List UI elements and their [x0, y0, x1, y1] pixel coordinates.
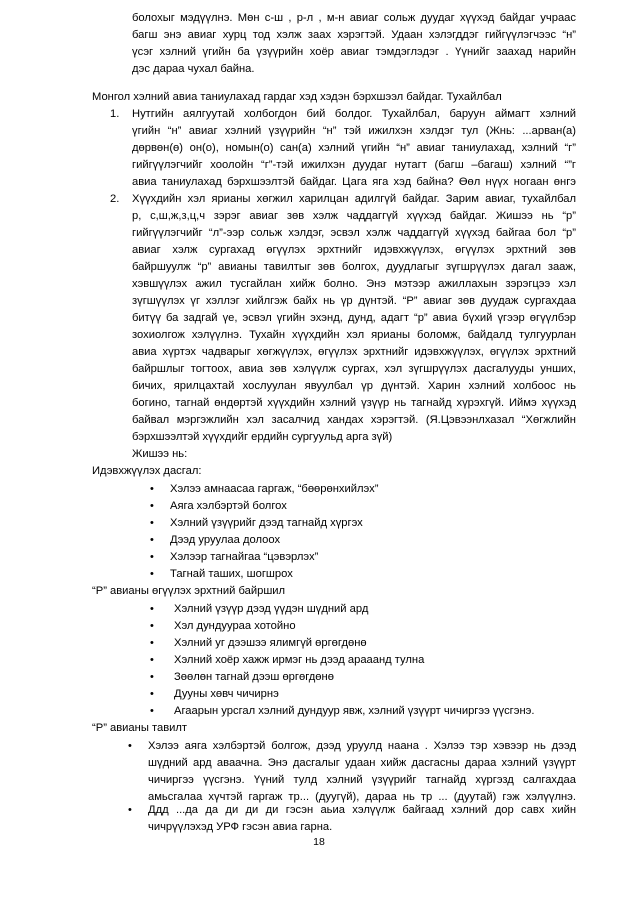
intro-line: багш энэ авиаг хурц тод хэлж заах хэрэгтэй. Удаан хэлэгддэг гийгүүлэгчээс “н”	[132, 29, 576, 41]
list-item: Хэлээ амнаасаа гаргаж, “бөөрөнхийлэх”	[170, 483, 379, 495]
section-heading: “Р” авианы өгүүлэх эрхтний байршил	[92, 585, 286, 597]
intro-line: болохыг мэдүүлнэ. Мөн с-ш , р-л , м-н авиаг сольж дуудаг хүүхэд байдаг учраас	[132, 12, 576, 24]
list-item: Тагнай таших, шогшрох	[170, 568, 293, 580]
list-item-line: дөрвөн(ө) он(о), номын(о) сан(а) хэлний үгийн “н” авиаг таниулахад, хэлний “г”	[132, 142, 576, 154]
list-item-line: Хүүхдийн хэл ярианы хөгжил харилцан адилгүй байдаг. Зарим авиаг, тухайлбал	[132, 193, 576, 205]
list-item: Хэлний уг дээшээ ялимгүй өргөгдөнө	[174, 637, 367, 649]
bullet-icon: •	[150, 551, 154, 563]
list-item-line: шүдний ард аваачна. Энэ дасгалыг удаан хийж дасгасны дараа хэлний үзүүрт	[148, 757, 576, 769]
list-item-line: байршлыг тогтоох, авиа зөв хэлүүлж сургах, хэл зүгшрүүлэх дасгалууды унших,	[132, 363, 576, 375]
list-item: Зөөлөн тагнай дээш өргөгдөнө	[174, 671, 334, 683]
list-item: Хэлний хоёр хажж ирмэг нь дээд арааанд тулна	[174, 654, 425, 666]
main-paragraph: Монгол хэлний авиа таниулахад гардаг хэд хэдэн бэрхшээл байдаг. Тухайлбал	[92, 91, 502, 103]
list-item: Агаарын урсгал хэлний дундуур явж, хэлний үзүүрт чичиргээ үүсгэнэ.	[174, 705, 535, 717]
example-label: Жишээ нь:	[132, 448, 188, 460]
bullet-icon: •	[150, 671, 154, 683]
list-item: Хэлний үзүүрийг дээд тагнайд хүргэх	[170, 517, 363, 529]
bullet-icon: •	[150, 637, 154, 649]
intro-line: үсэг хэлний үгийн ба үзүүрийн хоёр авиаг тэмдэглэдэг . Үүнийг заахад нарийн	[132, 46, 576, 58]
bullet-icon: •	[150, 534, 154, 546]
page-number: 18	[313, 836, 325, 848]
list-item-line: бичих, ярилцахтай хослуулан явуулбал үр дүнтэй. Харин хэлний холбоос нь	[132, 380, 576, 392]
list-item: Хэлний үзүүр дээд үүдэн шүдний ард	[174, 603, 369, 615]
list-item-line: зохиолгож хэлүүлнэ. Тухайн хүүхдийн хэл ярианы боломж, байдалд тулгуурлан	[132, 329, 576, 341]
bullet-icon: •	[150, 568, 154, 580]
list-item-line: үгийн “н” авиаг хэлний үзүүрийн “н” тэй ижилхэн хэлдэг тул (Жнь: ...арван(а)	[132, 125, 576, 137]
intro-line: дэс дараа чухал байна.	[132, 63, 255, 75]
list-item-line: хэвшүүлэх ажил тусгайлан хийж болно. Энэ мэтээр ажиллахын зэрэгцээ хэл	[132, 278, 576, 290]
bullet-icon: •	[150, 500, 154, 512]
list-item-line: Хэлээ аяга хэлбэртэй болгож, дээд уруулд наана . Хэлээ тэр хэвээр нь дээд	[148, 740, 576, 752]
bullet-icon: •	[128, 740, 132, 752]
list-item: Аяга хэлбэртэй болгох	[170, 500, 287, 512]
list-item-line: Нутгийн аялгуутай холбогдон бий болдог. Тухайлбал, баруун аймагт хэлний	[132, 108, 576, 120]
list-item-line: авиа таниулахад бэрхшээлтэй байдаг. Цага яга хэд байна? Өөл нүүх ногаан өнгэ	[132, 176, 576, 188]
list-item-line: гийгүүлэгчийг хоолойн “г”-тэй ижилхэн дуудаг нутагт (багш –багаш) хэлний “”г	[132, 159, 576, 171]
list-item: Хэл дундуураа хотойно	[174, 620, 296, 632]
list-item-line: байвал мэргэжлийн хэл засалчид хандах хэрэгтэй. (Я.Цэвээнлхазал “Хөгжлийн	[132, 414, 576, 426]
list-item-line: битүү ба задгай үе, эсвэл үгийн эхэнд, дунд, адагт “р” авиа бүхий үгээр өгүүлбэр	[132, 312, 576, 324]
list-item-line: байршуулж “р” авианы тавилтыг зөв болгох, дуудлагыг зүгшрүүлэх дагал зааж,	[132, 261, 576, 273]
list-item: Дээд уруулаа долоох	[170, 534, 281, 546]
list-item-line: зүгшүүлэх үг хэллэг хийлгэж байх нь үр дүнтэй. “Р” авиаг зөв дуудаж сургахдаа	[132, 295, 576, 307]
list-item-line: Ддд ...да да ди ди ди гэсэн аьиа хэлүүлж байгаад хэлний дор савх хийн	[148, 804, 576, 816]
list-item-line: р, с,ш,ж,з,ц,ч зэрэг авиаг зөв хэлж чаддаггүй хүүхэд байдаг. Жишээ нь “р”	[132, 210, 576, 222]
list-item-line: амьсгалаа хүчтэй гаргаж тр... (дуугүй), дараа нь тр ... (дуутай) гэж хэлүүлнэ.	[148, 791, 576, 803]
bullet-icon: •	[150, 688, 154, 700]
bullet-icon: •	[150, 654, 154, 666]
bullet-icon: •	[150, 603, 154, 615]
list-item-line: авиа хүртэх чадварыг хөгжүүлэх, өгүүлэх эрхтнийг идэвхжүүлэх, өгүүлэх эрхтний	[132, 346, 576, 358]
list-item-line: авиаг хэлж сургахад өгүүлэх эрхтнийг идэвхжүүлэх, өгүүлэх эрхтний зөв	[132, 244, 576, 256]
bullet-icon: •	[128, 804, 132, 816]
bullet-icon: •	[150, 620, 154, 632]
list-number: 1.	[110, 108, 120, 120]
list-item: Хэлээр тагнайгаа “цэвэрлэх”	[170, 551, 319, 563]
list-number: 2.	[110, 193, 120, 205]
bullet-icon: •	[150, 483, 154, 495]
list-item-line: чичрүүлэхэд УРФ гэсэн авиа гарна.	[148, 821, 333, 833]
list-item-line: бэрхшээлтэй хүүхдийг ердийн сургуульд арга зүй)	[132, 431, 393, 443]
list-item-line: чичиргээ үүсгэнэ. Үүний тулд хэлний үзүүрийг тагнайд хүргэзд салгахдаа	[148, 774, 576, 786]
bullet-icon: •	[150, 705, 154, 717]
list-item: Дууны хөвч чичирнэ	[174, 688, 279, 700]
section-heading: Идэвхжүүлэх дасгал:	[92, 465, 202, 477]
list-item-line: гийгүүлэгчийг “л”-ээр сольж хэлдэг, эсвэл хэлж чаддаггүй хүүхэд байгаа бол “р”	[132, 227, 576, 239]
bullet-icon: •	[150, 517, 154, 529]
section-heading: “Р” авианы тавилт	[92, 722, 188, 734]
list-item-line: богино, тагнай өндөртэй хүүхдийн хэлний үзүүр нь тагнайд хүрэхгүй. Иймэ хүүхэд	[132, 397, 576, 409]
